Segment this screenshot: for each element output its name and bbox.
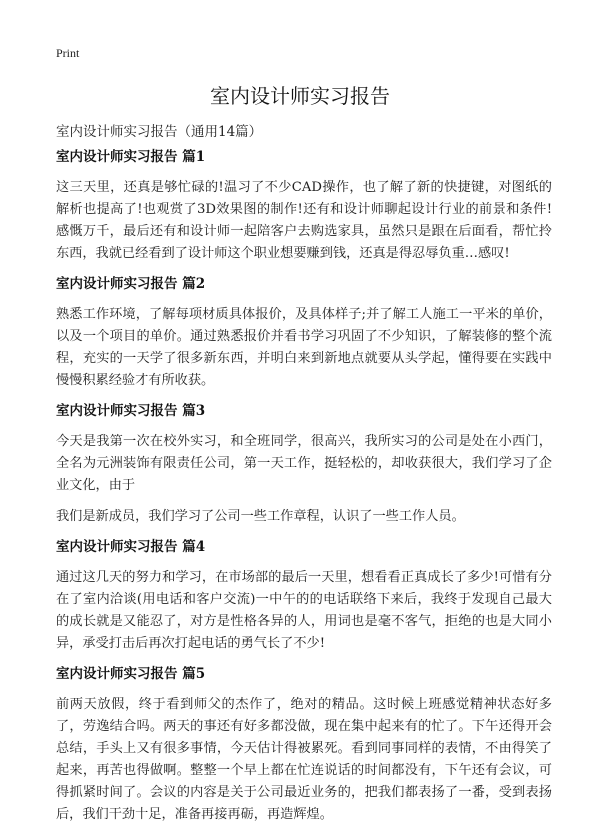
section-paragraph: 熟悉工作环境，了解每项材质具体报价，及具体样子;并了解工人施工一平米的单价，以及一个项目的单价。通过熟悉报价并看书学习巩固了不少知识，了解装修的整个流程，充实的一天学了很多新东西，并明白来到新地点就要从头学起，懂得要在实践中慢慢积累经验才有所收获。 (56, 307, 552, 388)
document-subtitle: 室内设计师实习报告（通用14篇） (56, 124, 263, 140)
report-section-1 (56, 147, 552, 265)
section-paragraph: 我们是新成员，我们学习了公司一些工作章程，认识了一些工作人员。 (56, 509, 465, 524)
report-section-3 (56, 401, 552, 528)
page-title: 室内设计师实习报告 (210, 84, 390, 108)
report-section-2 (56, 274, 552, 392)
report-sections (56, 147, 552, 835)
section-heading: 室内设计师实习报告 篇4 (56, 539, 206, 555)
report-section-5 (56, 664, 552, 826)
section-paragraph: 通过这几天的努力和学习，在市场部的最后一天里，想看看正真成长了多少!可惜有分在了室内洽谈(用电话和客户交流)一中午的的电话联络下来后，我终于发现自己最大的成长就是又能忍了，对方是性格各异的人，用词也是毫不客气，拒绝的也是大同小异，承受打击后再次打起电话的勇气长了不少! (56, 570, 552, 651)
section-heading: 室内设计师实习报告 篇3 (56, 403, 206, 419)
report-section-4 (56, 537, 552, 655)
section-heading: 室内设计师实习报告 篇1 (56, 149, 206, 165)
section-paragraph: 这三天里，还真是够忙碌的!温习了不少CAD操作，也了解了新的快捷键，对图纸的解析也提高了!也观赏了3D效果图的制作!还有和设计师聊起设计行业的前景和条件!感慨万千，最后还有和设计师一起陪客户去购选家具，虽然只是跟在后面看，帮忙拎东西，我就已经看到了设计师这个职业想要赚到钱，还真是得忍辱负重…感叹! (56, 180, 552, 261)
section-heading: 室内设计师实习报告 篇2 (56, 276, 206, 292)
print-link[interactable]: Print (56, 46, 80, 60)
section-heading: 室内设计师实习报告 篇5 (56, 666, 206, 682)
section-paragraph: 今天是我第一次在校外实习，和全班同学，很高兴，我所实习的公司是处在小西门，全名为元洲装饰有限责任公司，第一天工作，挺轻松的，却收获很大，我们学习了企业文化，由于 (56, 434, 552, 493)
section-paragraph: 前两天放假，终于看到师父的杰作了，绝对的精品。这时候上班感觉精神状态好多了，劳逸结合吗。两天的事还有好多都没做，现在集中起来有的忙了。下午还得开会总结，手头上又有很多事情，今天估计得被累死。看到同事同样的表情，不由得笑了起来，再苦也得做啊。整整一个早上都在忙连说话的时间都没有，下午还有会议，可得抓紧时间了。会议的内容是关于公司最近业务的，把我们都表扬了一番，受到表扬后，我们干劲十足，准备再接再砺，再造辉煌。 (56, 697, 552, 822)
